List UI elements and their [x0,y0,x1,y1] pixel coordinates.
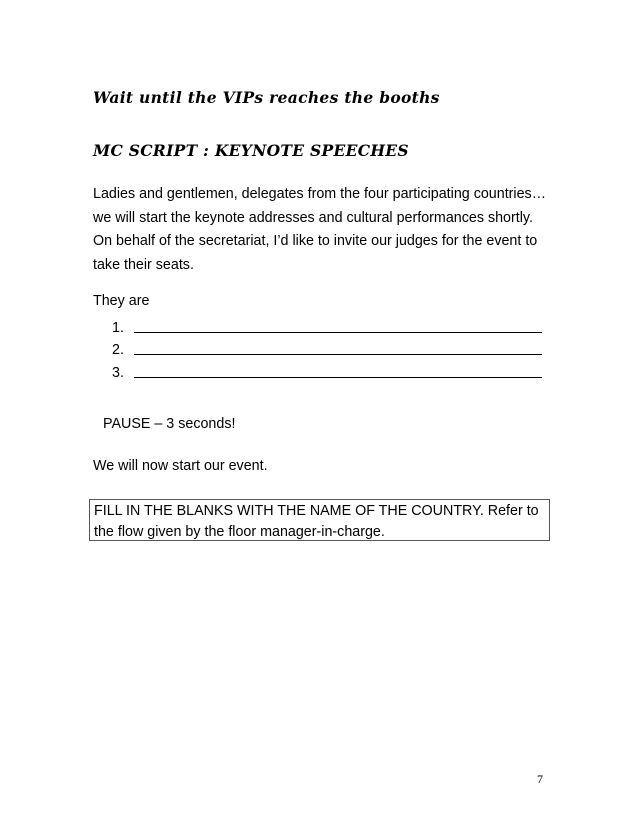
list-number: 1. [112,319,124,336]
list-item [112,336,542,359]
blank-line [134,354,542,355]
pause-note: PAUSE – 3 seconds! [103,416,236,432]
list-item [112,313,542,336]
section-title: MC SCRIPT : KEYNOTE SPEECHES [93,141,409,160]
intro-paragraph: Ladies and gentlemen, delegates from the four participating countries… we will start the keynote addresses and cultural performances shortly. On behalf of the secretariat, I’d like to invite our judges for the event to take their seats. [93,186,547,273]
list-number: 3. [112,364,124,381]
start-event-line: We will now start our event. [93,458,268,474]
they-are-label: They are [93,293,150,309]
blank-line [134,377,542,378]
judges-blank-list [112,313,542,381]
stage-instruction: Wait until the VIPs reaches the booths [93,88,440,107]
fill-in-note-box: FILL IN THE BLANKS WITH THE NAME OF THE COUNTRY. Refer to the flow given by the floor manager-in-charge. [89,499,550,541]
blank-line [134,332,542,333]
page-number: 7 [537,772,543,786]
list-item [112,358,542,381]
list-number: 2. [112,342,124,358]
